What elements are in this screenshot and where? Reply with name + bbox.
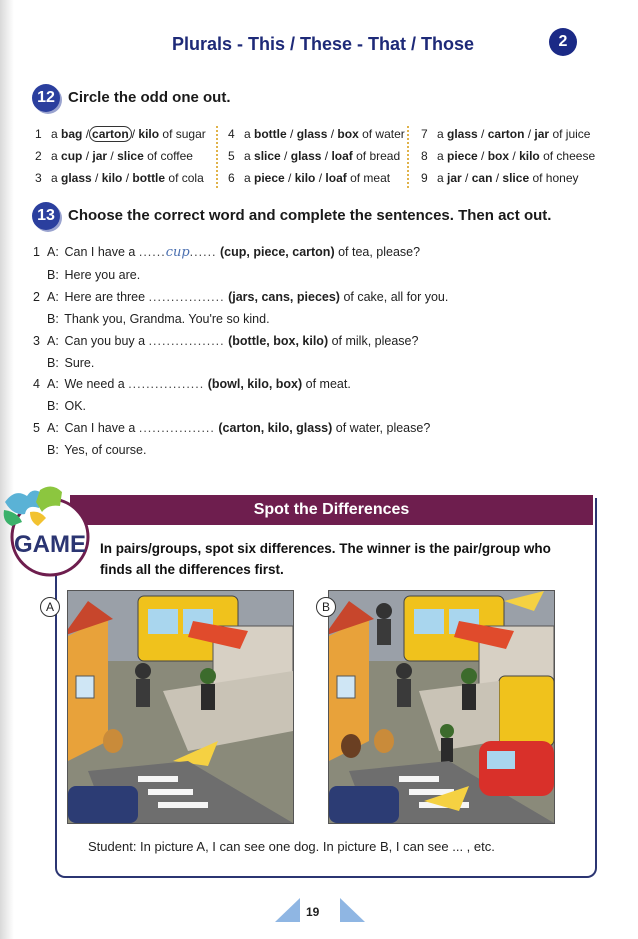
- game-title-band: [70, 495, 593, 525]
- column-divider: [407, 126, 409, 188]
- list-item: 8 a piece / box / kilo of cheese: [421, 149, 596, 163]
- circled-answer: carton: [89, 126, 132, 142]
- list-item: 7 a glass / carton / jar of juice: [421, 127, 591, 141]
- list-item: 9 a jar / can / slice of honey: [421, 171, 579, 185]
- page-number-arrows-icon: [270, 890, 370, 930]
- game-instructions: In pairs/groups, spot six differences. The winner is the pair/group who finds all the differences first.: [100, 541, 551, 577]
- exercise-13-title: Choose the correct word and complete the sentences. Then act out.: [68, 207, 552, 224]
- dialogue-line: 1 A: Can I have a ......cup...... (cup, piece, carton) of tea, please?: [33, 245, 421, 260]
- game-logo-icon: [0, 472, 105, 577]
- dialogue-line: B: Thank you, Grandma. You're so kind.: [47, 312, 270, 326]
- dialogue-line: B: Yes, of course.: [47, 443, 147, 457]
- dialogue-line: 4 A: We need a ................. (bowl, kilo, box) of meat.: [33, 377, 351, 391]
- exercise-12-number: 12: [32, 84, 60, 112]
- exercise-12-column-1: [35, 123, 206, 189]
- dialogue-line: 5 A: Can I have a ................. (carton, kilo, glass) of water, please?: [33, 421, 431, 435]
- picture-b: [328, 590, 555, 824]
- list-item: 3 a glass / kilo / bottle of cola: [35, 171, 204, 185]
- unit-badge: 2: [549, 28, 577, 56]
- game-title: Spot the Differences: [253, 501, 410, 518]
- picture-a-label: A: [40, 597, 60, 617]
- list-item: 1 a bag / carton / kilo of sugar: [35, 127, 206, 141]
- dialogue-line: 3 A: Can you buy a ................. (bottle, box, kilo) of milk, please?: [33, 334, 419, 348]
- dialogue-line: B: Sure.: [47, 356, 95, 370]
- game-logo-text: GAME: [14, 531, 86, 558]
- page-title: Plurals - This / These - That / Those: [172, 34, 475, 54]
- list-item: 2 a cup / jar / slice of coffee: [35, 149, 193, 163]
- picture-b-label: B: [316, 597, 336, 617]
- picture-a: [67, 590, 294, 824]
- page-number: 19: [306, 905, 320, 919]
- list-item: 5 a slice / glass / loaf of bread: [228, 149, 401, 163]
- dialogue-line: 2 A: Here are three ................. (jars, cans, pieces) of cake, all for you.: [33, 290, 449, 304]
- example-sentence: Student: In picture A, I can see one dog. In picture B, I can see ... , etc.: [88, 839, 495, 854]
- list-item: 6 a piece / kilo / loaf of meat: [228, 171, 391, 185]
- exercise-12-column-2: [228, 123, 405, 189]
- dialogue-line: B: OK.: [47, 399, 87, 413]
- exercise-12-title: Circle the odd one out.: [68, 89, 231, 106]
- column-divider: [216, 126, 218, 188]
- dialogue-line: B: Here you are.: [47, 268, 141, 282]
- exercise-12-column-3: [421, 123, 595, 189]
- handwritten-answer: cup: [165, 245, 190, 260]
- exercise-13-number: 13: [32, 202, 60, 230]
- list-item: 4 a bottle / glass / box of water: [228, 127, 405, 141]
- page-spine-shadow: [0, 0, 14, 939]
